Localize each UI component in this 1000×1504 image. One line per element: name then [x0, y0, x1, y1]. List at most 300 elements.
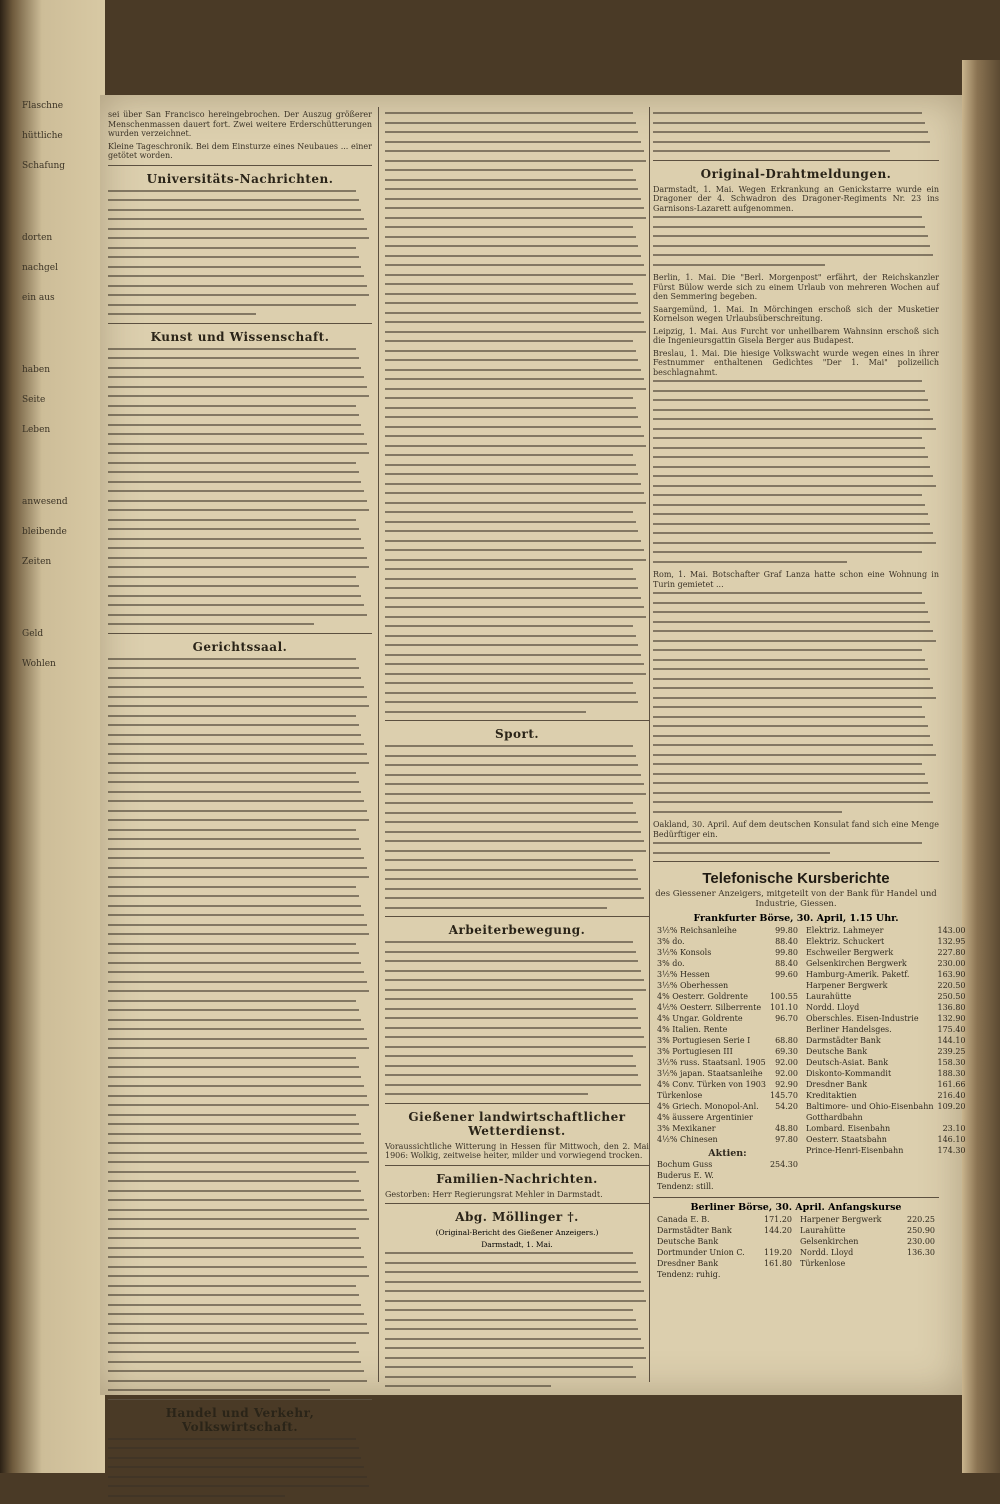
illegible-line	[385, 682, 633, 684]
illegible-line	[108, 772, 356, 774]
illegible-line	[385, 454, 633, 456]
quote-value: 174.30	[937, 1146, 966, 1155]
illegible-line	[108, 585, 359, 587]
rule	[653, 1197, 939, 1198]
illegible-line	[108, 838, 359, 840]
quote-value: 239.25	[937, 1047, 966, 1056]
illegible-line	[385, 426, 641, 428]
quote-row	[798, 1248, 937, 1259]
illegible-line	[108, 313, 256, 315]
quote-value	[936, 1113, 968, 1124]
illegible-line	[653, 504, 925, 506]
illegible-line	[108, 791, 361, 793]
quote-row	[655, 948, 800, 959]
newspaper-page	[100, 95, 966, 1434]
illegible-line	[653, 523, 930, 525]
illegible-line	[653, 744, 933, 746]
weather-forecast: Voraussichtliche Witterung in Hessen für Mittwoch, den 2. Mai 1906: Wolkig, zeitweise heiter, milder und vorwiegend trocken.	[385, 1141, 649, 1160]
quote-value: 216.40	[937, 1091, 966, 1100]
illegible-line	[108, 500, 367, 502]
illegible-line	[108, 266, 361, 268]
quote-row	[804, 1047, 968, 1058]
illegible-line	[385, 869, 636, 871]
quote-name: Diskonto-Kommandit	[805, 1069, 892, 1078]
quote-row	[655, 981, 800, 992]
illegible-line	[108, 1000, 356, 1002]
illegible-line	[108, 1332, 369, 1334]
section-heading: Gießener landwirtschaftlicher Wetterdienst.	[408, 1109, 626, 1138]
illegible-line	[385, 673, 646, 675]
illegible-line	[385, 530, 638, 532]
illegible-line	[108, 1038, 367, 1040]
quote-name: 4% Conv. Türken von 1903	[657, 1080, 766, 1089]
illegible-line	[385, 1046, 646, 1048]
article-body	[385, 112, 649, 713]
quote-value: 88.40	[775, 937, 798, 946]
quote-row	[804, 1080, 968, 1091]
illegible-line	[385, 141, 641, 143]
quote-value: 230.00	[907, 1237, 935, 1246]
illegible-line	[653, 485, 936, 487]
illegible-line	[385, 274, 646, 276]
article-text: sei über San Francisco hereingebrochen. Der Auszug größerer Menschenmassen dauert fort. Zwei weitere Erderschütterungen wurden verzeichnet.	[108, 110, 372, 138]
quote-row	[655, 1102, 800, 1113]
illegible-line	[108, 304, 356, 306]
illegible-line	[653, 122, 925, 124]
illegible-line	[385, 255, 641, 257]
illegible-line	[653, 428, 936, 430]
quote-value: 92.90	[775, 1080, 798, 1089]
illegible-line	[385, 635, 636, 637]
illegible-line	[653, 494, 922, 496]
illegible-line	[385, 502, 646, 504]
quote-row	[655, 1135, 800, 1146]
article-body	[385, 1252, 649, 1387]
illegible-line	[653, 852, 830, 854]
rule	[385, 720, 649, 721]
obituary-source: (Original-Bericht des Gießener Anzeigers.)	[435, 1228, 599, 1237]
quote-name: 3% do.	[657, 959, 685, 968]
quote-value: 220.25	[907, 1215, 935, 1224]
quote-row	[804, 1102, 968, 1113]
illegible-line	[653, 611, 928, 613]
illegible-line	[108, 1476, 367, 1478]
illegible-line	[385, 812, 636, 814]
section-heading: Sport.	[494, 727, 540, 741]
quote-row	[655, 1182, 800, 1193]
illegible-line	[108, 376, 364, 378]
illegible-line	[108, 357, 359, 359]
illegible-line	[385, 483, 641, 485]
illegible-line	[385, 378, 644, 380]
quote-name: Elektriz. Lahmeyer	[805, 926, 884, 935]
illegible-line	[108, 667, 359, 669]
illegible-line	[385, 388, 646, 390]
quote-value: 48.80	[775, 1124, 798, 1133]
book-edge	[962, 60, 1000, 1473]
illegible-line	[385, 1017, 638, 1019]
illegible-line	[108, 971, 364, 973]
obituary-title: Abg. Möllinger †.	[455, 1210, 579, 1224]
quote-name: Deutsche Bank	[657, 1237, 719, 1246]
illegible-line	[385, 435, 644, 437]
spine-line: Wohlen	[22, 659, 56, 669]
illegible-line	[108, 781, 359, 783]
quote-name: Nordd. Lloyd	[800, 1248, 854, 1257]
illegible-line	[108, 1190, 361, 1192]
quote-name: Dresdner Bank	[805, 1080, 868, 1089]
quote-row	[655, 1091, 800, 1102]
illegible-line	[385, 989, 646, 991]
illegible-line	[653, 659, 925, 661]
illegible-line	[108, 443, 367, 445]
illegible-line	[385, 1093, 588, 1095]
illegible-line	[653, 418, 933, 420]
illegible-line	[653, 782, 928, 784]
illegible-line	[385, 1300, 646, 1302]
illegible-line	[108, 943, 356, 945]
quote-row	[804, 981, 968, 992]
column-1	[108, 110, 372, 1504]
illegible-line	[108, 1438, 356, 1440]
illegible-line	[108, 1294, 359, 1296]
quote-name: Canada E. B.	[657, 1215, 710, 1224]
illegible-line	[108, 829, 356, 831]
illegible-line	[385, 1055, 633, 1057]
illegible-line	[108, 990, 369, 992]
quote-value: 23.10	[942, 1124, 966, 1133]
quote-row	[798, 1215, 937, 1226]
quote-name: 3% Mexikaner	[657, 1124, 716, 1133]
illegible-line	[385, 1319, 636, 1321]
quote-name: Oesterr. Staatsbahn	[805, 1135, 887, 1144]
illegible-line	[385, 1290, 644, 1292]
rule	[108, 633, 372, 634]
quote-row	[655, 937, 800, 948]
quote-value: 227.80	[937, 948, 966, 957]
quote-name: Bochum Guss	[657, 1160, 713, 1169]
illegible-line	[108, 1380, 367, 1382]
illegible-line	[108, 471, 359, 473]
quote-value: 188.30	[937, 1069, 966, 1078]
illegible-line	[653, 466, 930, 468]
illegible-line	[385, 701, 638, 703]
rule	[385, 1203, 649, 1204]
spine-line: haben	[22, 365, 51, 375]
illegible-line	[385, 802, 633, 804]
quote-name: Oberschles. Eisen-Industrie	[805, 1014, 919, 1023]
illegible-line	[108, 848, 361, 850]
quote-row	[655, 1248, 794, 1259]
illegible-line	[108, 490, 364, 492]
illegible-line	[653, 811, 842, 813]
illegible-line	[653, 551, 922, 553]
illegible-line	[653, 602, 925, 604]
rule	[653, 160, 939, 161]
illegible-line	[385, 941, 633, 943]
berlin-left	[655, 1215, 794, 1281]
quote-name: Prince-Henri-Eisenbahn	[805, 1146, 904, 1155]
section-heading: Gerichtssaal.	[192, 639, 288, 654]
quote-value: 119.20	[764, 1248, 792, 1257]
illegible-line	[653, 754, 936, 756]
quote-row	[804, 948, 968, 959]
illegible-line	[385, 1366, 633, 1368]
quote-value: 54.20	[775, 1102, 798, 1111]
quote-value: 96.70	[775, 1014, 798, 1023]
column-3	[653, 110, 966, 1281]
quote-name: Eschweiler Bergwerk	[805, 948, 894, 957]
quote-row	[804, 1146, 968, 1157]
quote-row	[655, 1226, 794, 1237]
quote-value	[899, 1259, 937, 1270]
illegible-line	[108, 867, 367, 869]
spine-line: Flaschne	[22, 101, 64, 111]
quote-value: 92.00	[775, 1058, 798, 1067]
quote-value: 69.30	[775, 1047, 798, 1056]
quote-name: Harpener Bergwerk	[800, 1215, 882, 1224]
illegible-line	[108, 547, 364, 549]
wire-report: Oakland, 30. April. Auf dem deutschen Konsulat fand sich eine Menge Bedürftiger ein.	[653, 820, 939, 839]
rule	[653, 861, 939, 862]
quote-name: Deutsche Bank	[805, 1047, 868, 1056]
illegible-line	[108, 1237, 359, 1239]
illegible-line	[385, 416, 638, 418]
quote-value: 136.30	[907, 1248, 935, 1257]
illegible-line	[385, 226, 633, 228]
rule	[385, 1165, 649, 1166]
berlin-heading: Berliner Börse, 30. April. Anfangskurse	[690, 1202, 902, 1213]
spine-line: Geld	[22, 629, 44, 639]
illegible-line	[653, 649, 922, 651]
illegible-line	[108, 753, 367, 755]
quote-row	[804, 1036, 968, 1047]
quote-value: 254.30	[769, 1160, 798, 1169]
illegible-line	[108, 1133, 361, 1135]
illegible-line	[653, 131, 928, 133]
quote-name: 3½% Konsols	[657, 948, 712, 957]
quote-value	[750, 1182, 800, 1193]
illegible-line	[108, 395, 369, 397]
illegible-line	[108, 658, 356, 660]
illegible-line	[108, 696, 367, 698]
illegible-line	[108, 1114, 356, 1116]
illegible-line	[385, 1084, 641, 1086]
illegible-line	[385, 540, 641, 542]
illegible-line	[385, 1074, 638, 1076]
illegible-line	[385, 1338, 641, 1340]
spine-line: Schafung	[22, 161, 66, 171]
quote-name: 3% Portugiesen Serie I	[657, 1036, 751, 1045]
quote-row	[655, 1237, 794, 1248]
illegible-line	[385, 302, 638, 304]
article-body	[108, 190, 372, 316]
illegible-line	[653, 668, 928, 670]
illegible-line	[653, 542, 936, 544]
quote-name: 3½% Reichsanleihe	[657, 926, 737, 935]
illegible-line	[108, 914, 364, 916]
quote-row	[655, 1025, 800, 1036]
quote-name: 4% Italien. Rente	[657, 1025, 728, 1034]
illegible-line	[108, 1323, 367, 1325]
quote-value: 88.40	[775, 959, 798, 968]
illegible-line	[385, 1065, 636, 1067]
illegible-line	[108, 1076, 361, 1078]
illegible-line	[385, 878, 638, 880]
quote-value: 171.20	[764, 1215, 792, 1224]
quote-row	[655, 1215, 794, 1226]
quote-name: 3½% japan. Staatsanleihe	[657, 1069, 763, 1078]
quote-name: Darmstädter Bank	[657, 1226, 732, 1235]
quote-value: 158.30	[937, 1058, 966, 1067]
illegible-line	[653, 475, 933, 477]
illegible-line	[385, 179, 636, 181]
illegible-line	[108, 1209, 367, 1211]
illegible-line	[653, 390, 925, 392]
wire-report: Rom, 1. Mai. Botschafter Graf Lanza hatte schon eine Wohnung in Turin gemietet ...	[653, 570, 939, 589]
illegible-line	[653, 706, 922, 708]
illegible-line	[653, 264, 825, 266]
illegible-line	[108, 1104, 369, 1106]
illegible-line	[108, 209, 361, 211]
quote-value: 136.80	[937, 1003, 966, 1012]
illegible-line	[385, 1328, 638, 1330]
illegible-line	[108, 190, 356, 192]
spine-line: Seite	[22, 395, 46, 405]
illegible-line	[108, 1466, 364, 1468]
illegible-line	[108, 1342, 356, 1344]
illegible-line	[385, 755, 636, 757]
illegible-line	[385, 321, 644, 323]
illegible-line	[108, 810, 367, 812]
quote-row	[804, 970, 968, 981]
illegible-line	[108, 1285, 356, 1287]
illegible-line	[653, 697, 936, 699]
quote-name: Laurahütte	[805, 992, 852, 1001]
illegible-line	[108, 1152, 367, 1154]
illegible-line	[653, 842, 922, 844]
illegible-line	[385, 745, 633, 747]
illegible-line	[385, 1309, 633, 1311]
quote-name: 4⅕% Oesterr. Silberrente	[657, 1003, 762, 1012]
illegible-line	[653, 235, 928, 237]
illegible-line	[385, 1385, 551, 1387]
illegible-line	[385, 445, 646, 447]
illegible-line	[108, 247, 356, 249]
article-body	[108, 1438, 372, 1497]
illegible-line	[385, 1027, 641, 1029]
illegible-line	[108, 348, 356, 350]
spine-line: Zeiten	[22, 557, 52, 567]
quote-value: 250.90	[907, 1226, 935, 1235]
illegible-line	[108, 1313, 364, 1315]
illegible-line	[108, 1247, 361, 1249]
illegible-line	[653, 447, 925, 449]
illegible-line	[108, 481, 361, 483]
illegible-line	[385, 663, 644, 665]
illegible-line	[653, 532, 933, 534]
quote-row	[804, 937, 968, 948]
quote-row	[804, 1113, 968, 1124]
illegible-line	[385, 587, 638, 589]
quote-name: Nordd. Lloyd	[805, 1003, 860, 1012]
spine-line: bleibende	[22, 527, 67, 537]
illegible-line	[385, 150, 644, 152]
quote-row	[655, 1124, 800, 1135]
quote-name: Türkenlose	[800, 1259, 846, 1268]
quote-row	[655, 1036, 800, 1047]
wire-report: Berlin, 1. Mai. Die "Berl. Morgenpost" erfährt, der Reichskanzler Fürst Bülow werde sich zu einem Urlaub von mehreren Wochen auf den Semmering begeben.	[653, 273, 939, 301]
illegible-line	[108, 800, 364, 802]
illegible-line	[653, 112, 922, 114]
illegible-line	[385, 293, 636, 295]
illegible-line	[108, 614, 367, 616]
quote-name: Türkenlose	[657, 1091, 703, 1100]
quote-row	[655, 1003, 800, 1014]
illegible-line	[653, 678, 930, 680]
quote-name: Gelsenkirchen Bergwerk	[805, 959, 907, 968]
illegible-line	[385, 831, 641, 833]
quote-value: 163.90	[937, 970, 966, 979]
quote-row	[655, 926, 800, 937]
illegible-line	[385, 331, 646, 333]
illegible-line	[108, 743, 364, 745]
column-rule	[649, 107, 650, 1382]
quote-value: 132.90	[937, 1014, 966, 1023]
quote-row	[655, 1069, 800, 1080]
illegible-line	[108, 905, 361, 907]
quote-row	[655, 1160, 800, 1171]
column-rule	[378, 107, 379, 1382]
illegible-line	[385, 464, 636, 466]
illegible-line	[108, 218, 364, 220]
quote-row	[804, 926, 968, 937]
illegible-line	[385, 859, 633, 861]
illegible-line	[653, 640, 936, 642]
illegible-line	[108, 557, 367, 559]
illegible-line	[385, 1281, 641, 1283]
rule	[108, 1399, 372, 1400]
illegible-line	[108, 228, 367, 230]
illegible-line	[653, 409, 930, 411]
article-body	[653, 112, 939, 152]
illegible-line	[108, 1485, 369, 1487]
quote-name: Kreditaktien	[805, 1091, 857, 1100]
spine-line: Leben	[22, 425, 51, 435]
spine-line: ein aus	[22, 293, 55, 303]
illegible-line	[108, 819, 369, 821]
illegible-line	[385, 1376, 636, 1378]
quote-name: Buderus E. W.	[657, 1171, 714, 1180]
quote-value: 161.66	[937, 1080, 966, 1089]
quote-value	[768, 1025, 800, 1036]
berlin-right	[798, 1215, 937, 1270]
spine-line: hüttliche	[22, 131, 63, 141]
illegible-line	[385, 764, 638, 766]
quote-value: 144.20	[764, 1226, 792, 1235]
illegible-line	[108, 962, 361, 964]
illegible-line	[385, 840, 644, 842]
illegible-line	[385, 245, 638, 247]
illegible-line	[653, 621, 930, 623]
illegible-line	[653, 226, 925, 228]
illegible-line	[653, 735, 930, 737]
illegible-line	[385, 606, 644, 608]
illegible-line	[385, 131, 638, 133]
quote-row	[804, 1135, 968, 1146]
quote-name: 3% Portugiesen III	[657, 1047, 733, 1056]
column-2	[385, 110, 649, 1395]
